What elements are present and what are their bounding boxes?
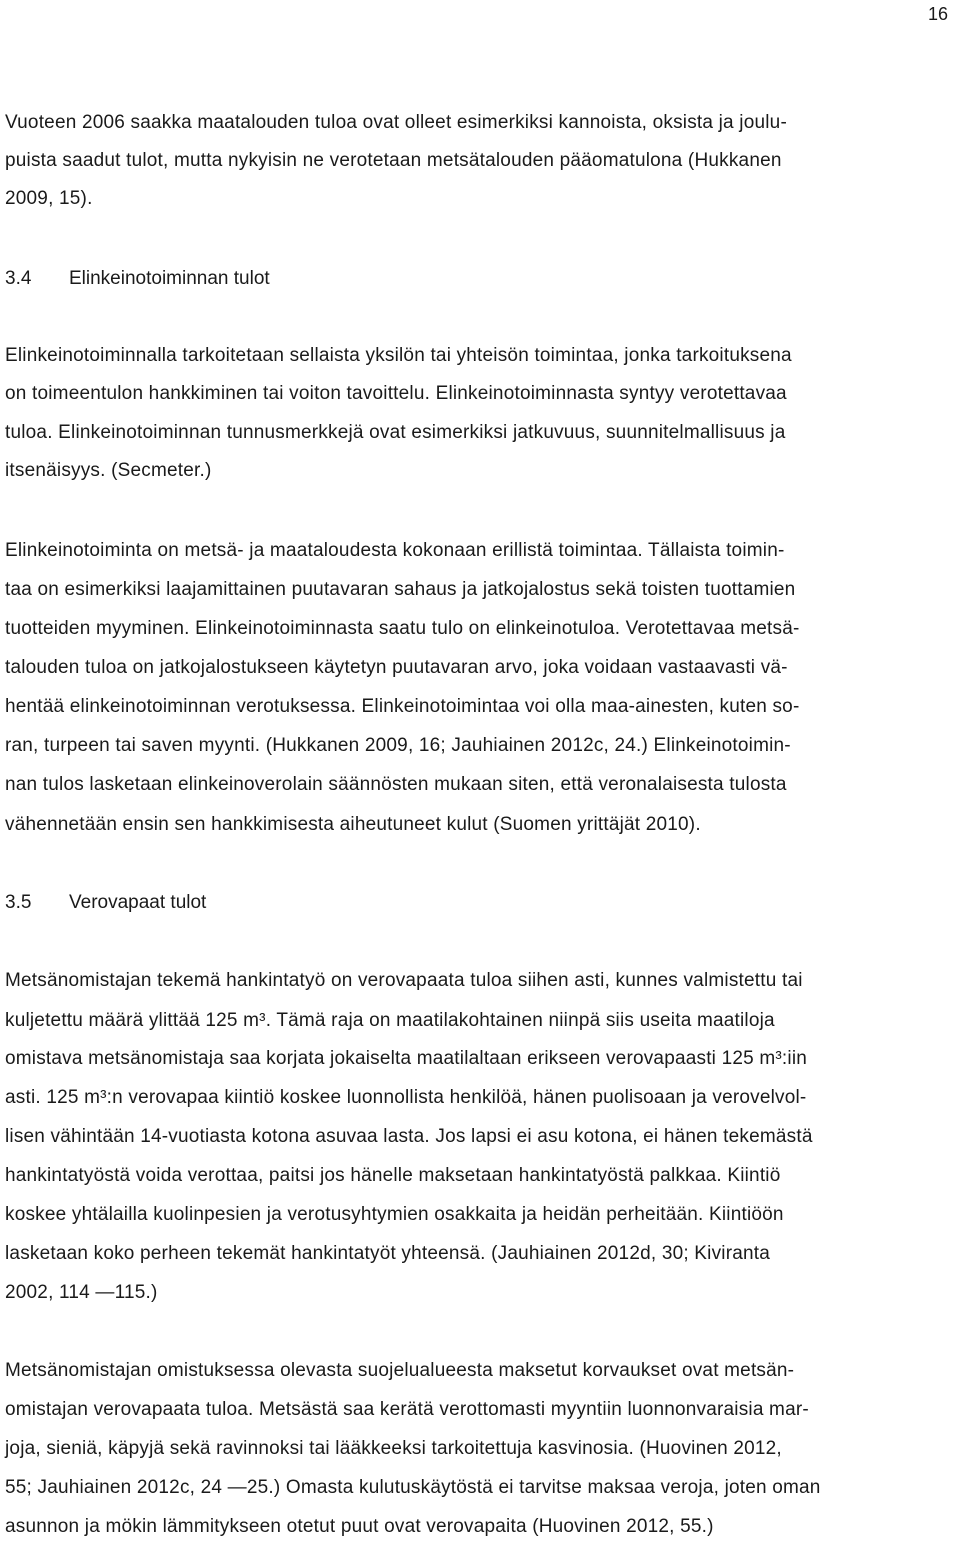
text-line: itsenäisyys. (Secmeter.) — [5, 460, 212, 481]
section-heading-3-5 — [5, 892, 206, 914]
text-line: asunnon ja mökin lämmitykseen otetut puut ovat verovapaita (Huovinen 2012, 55.) — [5, 1516, 714, 1537]
section-title: Verovapaat tulot — [69, 892, 207, 913]
text-line: Elinkeinotoiminta on metsä- ja maataloudesta kokonaan erillistä toimintaa. Tällaista toimin- — [5, 540, 785, 561]
text-line: 2002, 114 —115.) — [5, 1282, 158, 1303]
text-line: ran, turpeen tai saven myynti. (Hukkanen 2009, 16; Jauhiainen 2012c, 24.) Elinkeinotoimin- — [5, 735, 791, 756]
text-line: lasketaan koko perheen tekemät hankintatyöt yhteensä. (Jauhiainen 2012d, 30; Kiviranta — [5, 1243, 771, 1264]
text-line: tuotteiden myyminen. Elinkeinotoiminnasta saatu tulo on elinkeinotuloa. Verotettavaa metsä- — [5, 618, 800, 639]
section-heading-3-4 — [5, 268, 270, 290]
section-number: 3.4 — [5, 268, 32, 289]
text-line: koskee yhtälailla kuolinpesien ja verotusyhtymien osakkaita ja heidän perheitään. Kiintiöön — [5, 1204, 784, 1225]
text-line: Metsänomistajan tekemä hankintatyö on verovapaata tuloa siihen asti, kunnes valmistettu tai — [5, 970, 803, 991]
text-line: nan tulos lasketaan elinkeinoverolain säännösten mukaan siten, että veronalaisesta tulosta — [5, 774, 787, 795]
text-line: hankintatyöstä voida verottaa, paitsi jos hänelle maksetaan hankintatyöstä palkkaa. Kiintiö — [5, 1165, 781, 1186]
text-line: tuloa. Elinkeinotoiminnan tunnusmerkkejä ovat esimerkiksi jatkuvuus, suunnitelmallisuus ja — [5, 422, 786, 443]
text-line: puista saadut tulot, mutta nykyisin ne verotetaan metsätalouden pääomatulona (Hukkanen — [5, 150, 782, 171]
text-line: Metsänomistajan omistuksessa olevasta suojelualueesta maksetut korvaukset ovat metsän- — [5, 1360, 795, 1381]
text-line: joja, sieniä, käpyjä sekä ravinnoksi tai lääkkeeksi tarkoitettuja kasvinosia. (Huovinen 2012, — [5, 1438, 782, 1459]
text-line: kuljetettu määrä ylittää 125 m³. Tämä raja on maatilakohtainen niinpä siis useita maatiloja — [5, 1010, 775, 1031]
text-line: lisen vähintään 14-vuotiasta kotona asuvaa lasta. Jos lapsi ei asu kotona, ei hänen tekemästä — [5, 1126, 813, 1147]
section-number: 3.5 — [5, 892, 32, 913]
text-line: on toimeentulon hankkiminen tai voiton tavoittelu. Elinkeinotoiminnasta syntyy verotettavaa — [5, 383, 787, 404]
text-line: Vuoteen 2006 saakka maatalouden tuloa ovat olleet esimerkiksi kannoista, oksista ja joulu- — [5, 112, 787, 133]
page-number: 16 — [927, 4, 948, 24]
text-line: 2009, 15). — [5, 188, 93, 209]
text-line: taa on esimerkiksi laajamittainen puutavaran sahaus ja jatkojalostus sekä toisten tuottamien — [5, 579, 796, 600]
text-line: omistava metsänomistaja saa korjata jokaiselta maatilaltaan erikseen verovapaasti 125 m³:iin — [5, 1048, 808, 1069]
text-line: vähennetään ensin sen hankkimisesta aiheutuneet kulut (Suomen yrittäjät 2010). — [5, 814, 701, 835]
text-line: talouden tuloa on jatkojalostukseen käytetyn puutavaran arvo, joka voidaan vastaavasti vä- — [5, 657, 788, 678]
text-line: 55; Jauhiainen 2012c, 24 —25.) Omasta kulutuskäytöstä ei tarvitse maksaa veroja, joten oman — [5, 1477, 821, 1498]
text-line: omistajan verovapaata tuloa. Metsästä saa kerätä verottomasti myyntiin luonnonvaraisia mar- — [5, 1399, 809, 1420]
text-line: asti. 125 m³:n verovapaa kiintiö koskee luonnollista henkilöä, hänen puolisoaan ja verovelvol- — [5, 1087, 807, 1108]
text-line: hentää elinkeinotoiminnan verotuksessa. Elinkeinotoimintaa voi olla maa-ainesten, kuten so- — [5, 696, 800, 717]
section-title: Elinkeinotoiminnan tulot — [69, 268, 270, 289]
text-line: Elinkeinotoiminnalla tarkoitetaan sellaista yksilön tai yhteisön toimintaa, jonka tarkoituksena — [5, 345, 792, 366]
